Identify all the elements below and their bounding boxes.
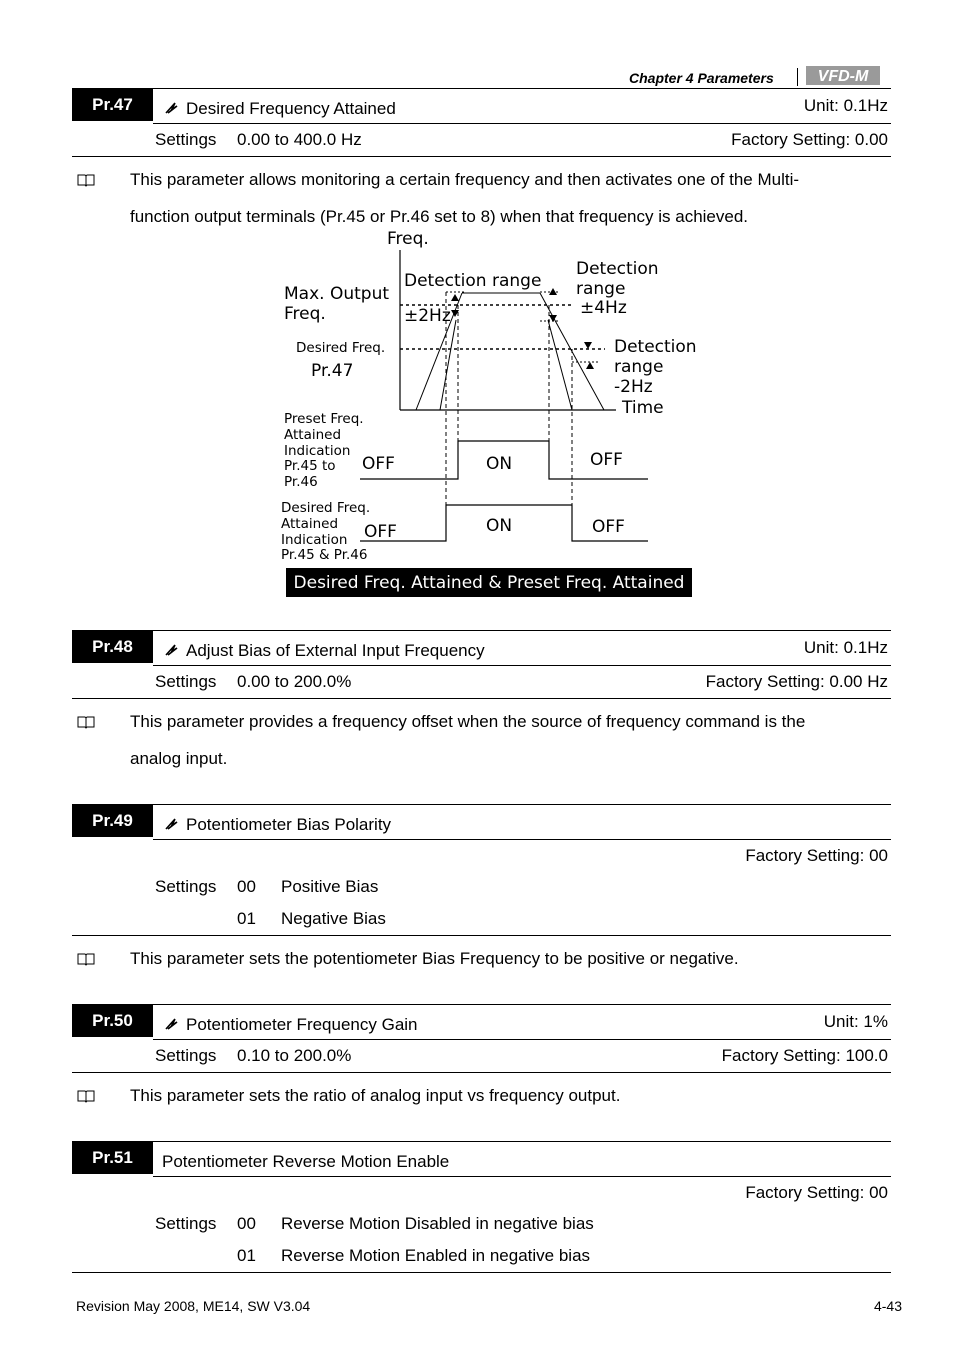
pr49-option-label: Positive Bias xyxy=(281,877,379,896)
pr50-top-rule xyxy=(72,1004,891,1005)
pr47-title: Desired Frequency Attained xyxy=(186,99,396,118)
diagram-det2-label1: Detection xyxy=(614,337,697,357)
desired-on: ON xyxy=(486,516,513,536)
pr48-unit: Unit: 0.1Hz xyxy=(803,638,888,657)
chapter-title: Chapter 4 Parameters xyxy=(629,70,774,86)
desired-off-1: OFF xyxy=(364,522,397,542)
lightning-icon xyxy=(164,1016,179,1031)
pr51-option-code: 00 xyxy=(237,1214,256,1233)
pr50-settings-label: Settings xyxy=(155,1046,217,1065)
pr47-settings-label: Settings xyxy=(155,130,217,149)
diagram-max-output-label: Max. Output xyxy=(284,284,390,304)
pr51-factory-setting: Factory Setting: 00 xyxy=(745,1183,888,1202)
pr50-code-label: Pr.50 xyxy=(72,1005,153,1037)
pr48-factory-setting: Factory Setting: 0.00 Hz xyxy=(705,672,888,691)
pr51-option-label: Reverse Motion Enabled in negative bias xyxy=(281,1246,591,1265)
pr51-top-rule xyxy=(72,1141,891,1142)
book-icon xyxy=(77,715,95,729)
pr49-title: Potentiometer Bias Polarity xyxy=(186,815,392,834)
desired-label2: Attained xyxy=(281,516,339,532)
pr47-code-label: Pr.47 xyxy=(72,89,153,121)
pr50-settings-value: 0.10 to 200.0% xyxy=(237,1046,352,1065)
pr51-settings-label: Settings xyxy=(155,1214,217,1233)
diagram-time-label: Time xyxy=(622,398,664,418)
pr49-mid-rule xyxy=(153,839,891,840)
diagram-det2-label3: -2Hz xyxy=(614,377,653,397)
desired-label1: Desired Freq. xyxy=(281,500,371,516)
pr49-option-code: 00 xyxy=(237,877,256,896)
lightning-icon xyxy=(164,816,179,831)
pr51-bottom-rule xyxy=(72,1272,891,1273)
arrow-up-icon xyxy=(586,362,594,369)
pr48-note-line1: This parameter provides a frequency offset when the source of frequency command is the xyxy=(130,712,806,731)
svg-text:VFD-M: VFD-M xyxy=(817,68,869,85)
preset-off-1: OFF xyxy=(362,454,395,474)
preset-label5: Pr.46 xyxy=(284,474,318,490)
preset-off-2: OFF xyxy=(590,450,623,470)
pr48-title: Adjust Bias of External Input Frequency xyxy=(186,641,485,660)
pr47-note-line2: function output terminals (Pr.45 or Pr.46 set to 8) when that frequency is achieved. xyxy=(130,207,749,226)
pr47-factory-setting: Factory Setting: 0.00 xyxy=(731,130,888,149)
pr50-title: Potentiometer Frequency Gain xyxy=(186,1015,418,1034)
pr50-note: This parameter sets the ratio of analog input vs frequency output. xyxy=(130,1086,621,1105)
pr50-bottom-rule xyxy=(72,1072,891,1073)
diagram-desired-freq-label: Desired Freq. xyxy=(296,340,386,356)
preset-label3: Indication xyxy=(284,443,351,459)
diagram-freq-label: Freq. xyxy=(387,229,429,249)
diagram-det4-label1: Detection xyxy=(576,259,659,279)
pr49-code-label: Pr.49 xyxy=(72,805,153,837)
arrow-up-icon xyxy=(549,288,557,295)
diagram-det4-label3: ±4Hz xyxy=(580,298,627,318)
arrow-up-icon xyxy=(451,294,459,301)
pr49-note: This parameter sets the potentiometer Bias Frequency to be positive or negative. xyxy=(130,949,739,968)
pr47-settings-value: 0.00 to 400.0 Hz xyxy=(237,130,362,149)
pr49-bottom-rule xyxy=(72,935,891,936)
pr48-mid-rule xyxy=(153,665,891,666)
desired-off-2: OFF xyxy=(592,517,625,537)
diagram-det2-label2: range xyxy=(614,357,664,377)
diagram-caption: Desired Freq. Attained & Preset Freq. Attained xyxy=(293,573,685,593)
pr50-mid-rule xyxy=(153,1039,891,1040)
footer-revision: Revision May 2008, ME14, SW V3.04 xyxy=(76,1298,311,1314)
book-icon xyxy=(77,1089,95,1103)
pr51-option-code: 01 xyxy=(237,1246,256,1265)
pr49-option-code: 01 xyxy=(237,909,256,928)
desired-label4: Pr.45 & Pr.46 xyxy=(281,547,368,563)
diagram-pm2hz-label: ±2Hz xyxy=(404,306,451,326)
preset-label1: Preset Freq. xyxy=(284,411,364,427)
desired-label3: Indication xyxy=(281,532,348,548)
lightning-icon xyxy=(164,642,179,657)
diagram-pr47-label: Pr.47 xyxy=(311,361,354,381)
page-number: 4-43 xyxy=(873,1298,902,1314)
pr48-bottom-rule xyxy=(72,698,891,699)
pr51-option-label: Reverse Motion Disabled in negative bias xyxy=(281,1214,594,1233)
arrow-down-icon xyxy=(584,342,592,349)
pr48-settings-value: 0.00 to 200.0% xyxy=(237,672,352,691)
pr48-top-rule xyxy=(72,630,891,631)
pr47-note-line1: This parameter allows monitoring a certain frequency and then activates one of the Multi- xyxy=(130,170,800,189)
pr49-factory-setting: Factory Setting: 00 xyxy=(745,846,888,865)
preset-label2: Attained xyxy=(284,427,342,443)
diagram-max-output-label2: Freq. xyxy=(284,304,326,324)
pr51-mid-rule xyxy=(153,1176,891,1177)
preset-label4: Pr.45 to xyxy=(284,458,336,474)
pr49-option-label: Negative Bias xyxy=(281,909,386,928)
pr50-factory-setting: Factory Setting: 100.0 xyxy=(721,1046,888,1065)
pr48-note-line2: analog input. xyxy=(130,749,228,768)
pr49-settings-label: Settings xyxy=(155,877,217,896)
diagram-det4-label2: range xyxy=(576,279,626,299)
diagram-detection-range-label: Detection range xyxy=(404,271,542,291)
preset-on: ON xyxy=(486,454,513,474)
pr51-title: Potentiometer Reverse Motion Enable xyxy=(162,1152,450,1171)
pr51-code-label: Pr.51 xyxy=(72,1142,153,1174)
pr48-code-label: Pr.48 xyxy=(72,631,153,663)
pr49-top-rule xyxy=(72,804,891,805)
pr50-unit: Unit: 1% xyxy=(823,1012,888,1031)
pr47-unit: Unit: 0.1Hz xyxy=(803,96,888,115)
book-icon xyxy=(77,952,95,966)
frequency-attained-diagram xyxy=(0,0,954,620)
pr48-settings-label: Settings xyxy=(155,672,217,691)
